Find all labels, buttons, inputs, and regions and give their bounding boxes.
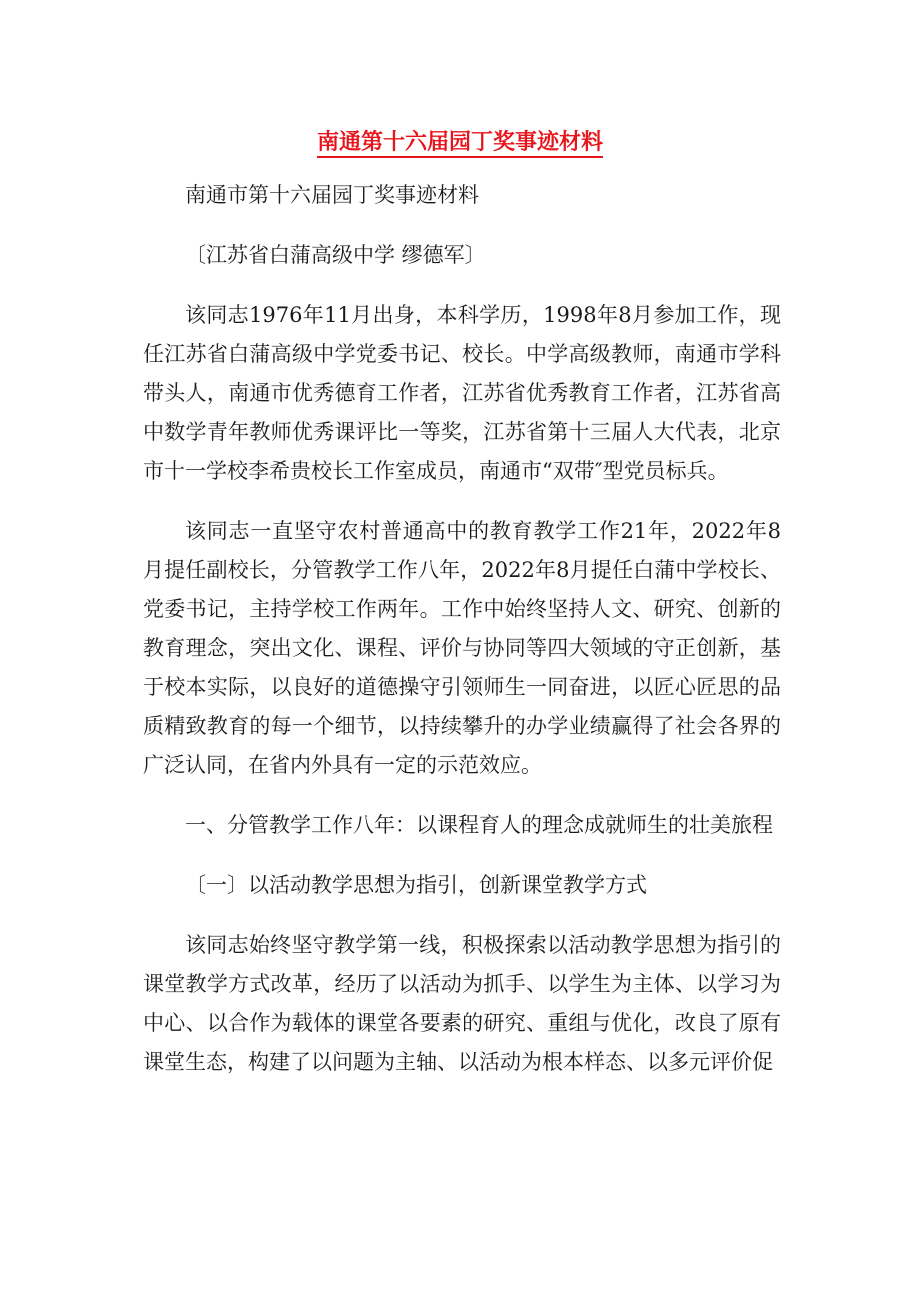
author-line: 〔江苏省白蒲高级中学 缪德军〕 (185, 243, 486, 267)
document-body (143, 176, 781, 1103)
body-paragraph: 该同志始终坚守教学第一线，积极探索以活动教学思想为指引的课堂教学方式改革，经历了以活动为抓手、以学生为主体、以学习为中心、以合作为载体的课堂各要素的研究、重组与优化，改良了原有课堂生态，构建了以问题为主轴、以活动为根本样态、以多元评价促 (143, 933, 781, 1074)
section-heading: 一、分管教学工作八年：以课程育人的理念成就师生的壮美旅程 (185, 813, 773, 837)
subsection-heading: 〔一〕以活动教学思想为指引，创新课堂教学方式 (185, 873, 647, 897)
document-title-text: 南通第十六届园丁奖事迹材料 (317, 129, 603, 158)
body-paragraph: 该同志1976年11月出身，本科学历，1998年8月参加工作，现任江苏省白蒲高级中学党委书记、校长。中学高级教师，南通市学科带头人，南通市优秀德育工作者，江苏省优秀教育工作者，江苏省高中数学青年教师优秀课评比一等奖，江苏省第十三届人大代表，北京市十一学校李希贵校长工作室成员，南通市“双带″型党员标兵。 (143, 303, 781, 483)
body-paragraph: 该同志一直坚守农村普通高中的教育教学工作21年，2022年8月提任副校长，分管教学工作八年，2022年8月提任白蒲中学校长、党委书记，主持学校工作两年。工作中始终坚持人文、研究、创新的教育理念，突出文化、课程、评价与协同等四大领域的守正创新，基于校本实际，以良好的道德操守引领师生一同奋进，以匠心匠思的品质精致教育的每一个细节，以持续攀升的办学业绩赢得了社会各界的广泛认同，在省内外具有一定的示范效应。 (143, 519, 781, 777)
document-title (0, 122, 920, 162)
document-subtitle: 南通市第十六届园丁奖事迹材料 (185, 183, 479, 207)
